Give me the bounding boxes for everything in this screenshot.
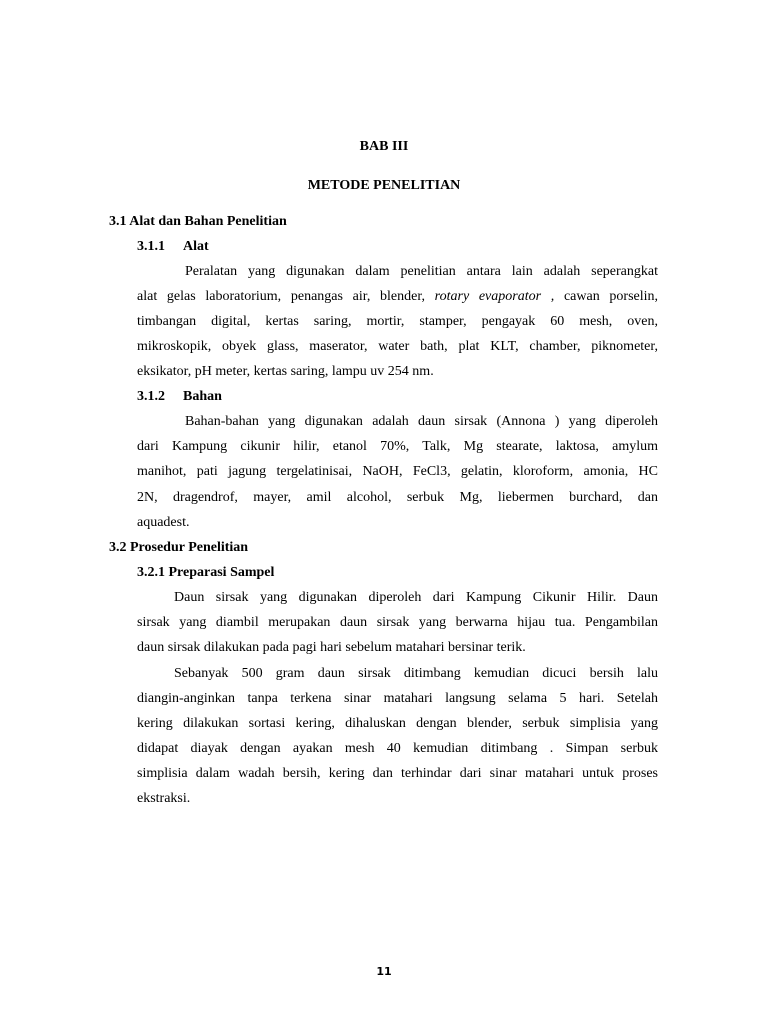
subsection-title: Alat xyxy=(183,239,209,254)
paragraph-line: eksikator, pH meter, kertas saring, lampu uv 254 nm. xyxy=(137,364,434,379)
subsection-number: 3.1.1 xyxy=(137,239,165,254)
paragraph-line: timbangan digital, kertas saring, mortir, stamper, pengayak 60 mesh, oven, xyxy=(137,314,658,329)
paragraph-line: aquadest. xyxy=(137,515,190,530)
paragraph-line: simplisia dalam wadah bersih, kering dan terhindar dari sinar matahari untuk proses xyxy=(137,766,658,781)
page-number: 11 xyxy=(376,965,392,978)
subsection-heading-3-1-1 xyxy=(137,238,209,256)
chapter-number: BAB III xyxy=(359,139,409,154)
paragraph-line: Sebanyak 500 gram daun sirsak ditimbang kemudian dicuci bersih lalu xyxy=(174,666,658,681)
paragraph-line: Peralatan yang digunakan dalam penelitian antara lain adalah seperangkat xyxy=(185,264,658,279)
chapter-title: METODE PENELITIAN xyxy=(307,178,461,193)
paragraph-line: kering dilakukan sortasi kering, dihaluskan dengan blender, serbuk simplisia yang xyxy=(137,716,658,731)
paragraph-line: Daun sirsak yang digunakan diperoleh dari Kampung Cikunir Hilir. Daun xyxy=(174,590,658,605)
text-run: alat gelas laboratorium, penangas air, blender, xyxy=(137,289,435,304)
section-heading-3-2: 3.2 Prosedur Penelitian xyxy=(109,540,249,555)
subsection-number: 3.1.2 xyxy=(137,389,165,404)
paragraph-line: dari Kampung cikunir hilir, etanol 70%, Talk, Mg stearate, laktosa, amylum xyxy=(137,439,658,454)
paragraph-line: Bahan-bahan yang digunakan adalah daun sirsak (Annona ) yang diperoleh xyxy=(185,414,658,429)
italic-term: rotary evaporator , xyxy=(434,289,555,304)
section-heading-3-1: 3.1 Alat dan Bahan Penelitian xyxy=(109,214,287,229)
paragraph-line: 2N, dragendrof, mayer, amil alcohol, serbuk Mg, liebermen burchard, dan xyxy=(137,490,658,505)
subsection-heading-3-2-1: 3.2.1 Preparasi Sampel xyxy=(137,565,275,580)
subsection-heading-3-1-2 xyxy=(137,388,222,406)
paragraph-line: diangin-anginkan tanpa terkena sinar matahari langsung selama 5 hari. Setelah xyxy=(137,691,658,706)
subsection-title: Bahan xyxy=(183,389,222,404)
paragraph-line: sirsak yang diambil merupakan daun sirsak yang berwarna hijau tua. Pengambilan xyxy=(137,615,658,630)
text-run: cawan porselin, xyxy=(554,289,659,304)
paragraph-line: didapat diayak dengan ayakan mesh 40 kemudian ditimbang . Simpan serbuk xyxy=(137,741,658,756)
paragraph-line: manihot, pati jagung tergelatinisai, NaOH, FeCl3, gelatin, kloroform, amonia, HC xyxy=(137,464,658,479)
paragraph-line xyxy=(137,288,658,306)
paragraph-line: daun sirsak dilakukan pada pagi hari sebelum matahari bersinar terik. xyxy=(137,640,526,655)
paragraph-line: ekstraksi. xyxy=(137,791,191,806)
paragraph-line: mikroskopik, obyek glass, maserator, water bath, plat KLT, chamber, piknometer, xyxy=(137,339,658,354)
